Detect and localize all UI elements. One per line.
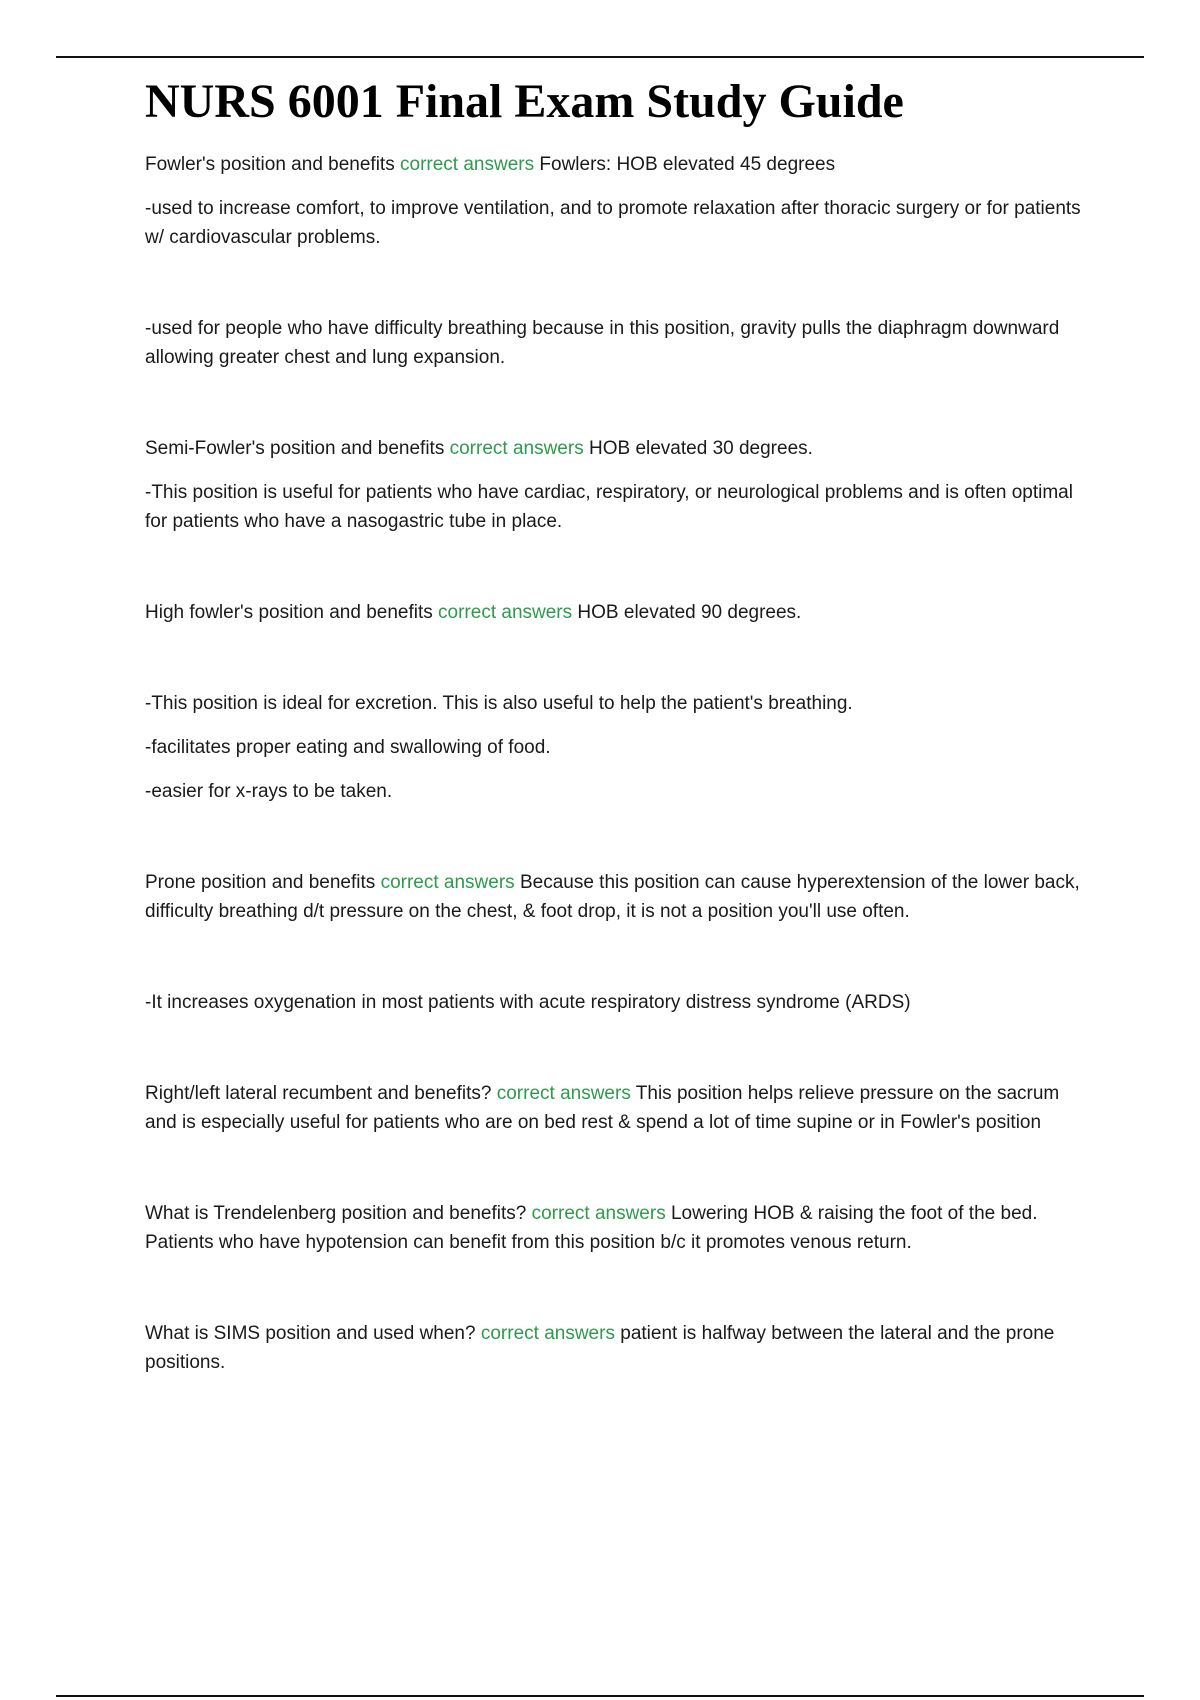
- note-paragraph: -It increases oxygenation in most patients with acute respiratory distress syndrome (ARDS): [145, 992, 911, 1013]
- answer-text: patient is halfway between the lateral and the prone positions.: [145, 1323, 1055, 1373]
- qa-fowlers: [145, 150, 1090, 179]
- qa-trendelenberg: [145, 1199, 1090, 1257]
- question-text: Prone position and benefits: [145, 872, 376, 893]
- qa-lateral-recumbent: [145, 1079, 1090, 1137]
- answer-text: Lowering HOB & raising the foot of the bed. Patients who have hypotension can benefit from this position b/c it promotes venous return.: [145, 1203, 1038, 1253]
- correct-answers-label: correct answers: [400, 154, 535, 175]
- note-paragraph: -used for people who have difficulty breathing because in this position, gravity pulls the diaphragm downward allowing greater chest and lung expansion.: [145, 318, 1060, 368]
- bottom-rule: [56, 1695, 1144, 1697]
- qa-high-fowlers: [145, 598, 1090, 627]
- answer-text: HOB elevated 90 degrees.: [577, 602, 802, 623]
- correct-answers-label: correct answers: [480, 1323, 615, 1344]
- note-paragraph: -facilitates proper eating and swallowing of food.: [145, 737, 551, 758]
- answer-text: This position helps relieve pressure on the sacrum and is especially useful for patients who are on bed rest & spend a lot of time supine or in Fowler's position: [145, 1083, 1060, 1133]
- note-paragraph: -This position is useful for patients who have cardiac, respiratory, or neurological problems and is often optimal for patients who have a nasogastric tube in place.: [145, 482, 1073, 532]
- note-paragraph: -easier for x-rays to be taken.: [145, 781, 393, 802]
- qa-semi-fowlers: [145, 434, 1090, 463]
- correct-answers-label: correct answers: [438, 602, 573, 623]
- qa-sims: [145, 1319, 1090, 1377]
- answer-text: HOB elevated 30 degrees.: [589, 438, 813, 459]
- question-text: What is SIMS position and used when?: [145, 1323, 476, 1344]
- document-page: [145, 70, 1090, 1377]
- answer-text: Fowlers: HOB elevated 45 degrees: [539, 154, 836, 175]
- note-paragraph: -used to increase comfort, to improve ventilation, and to promote relaxation after thoracic surgery or for patients w/ cardiovascular problems.: [145, 198, 1081, 248]
- note-paragraph: -This position is ideal for excretion. This is also useful to help the patient's breathing.: [145, 693, 853, 714]
- correct-answers-label: correct answers: [449, 438, 584, 459]
- answer-text: Because this position can cause hyperextension of the lower back, difficulty breathing d/t pressure on the chest, & foot drop, it is not a position you'll use often.: [145, 872, 1080, 922]
- question-text: Semi-Fowler's position and benefits: [145, 438, 445, 459]
- question-text: Fowler's position and benefits: [145, 154, 395, 175]
- question-text: High fowler's position and benefits: [145, 602, 433, 623]
- correct-answers-label: correct answers: [496, 1083, 631, 1104]
- qa-prone: [145, 868, 1090, 926]
- question-text: What is Trendelenberg position and benefits?: [145, 1203, 527, 1224]
- question-text: Right/left lateral recumbent and benefits?: [145, 1083, 492, 1104]
- document-title: NURS 6001 Final Exam Study Guide: [145, 75, 904, 128]
- correct-answers-label: correct answers: [380, 872, 515, 893]
- correct-answers-label: correct answers: [531, 1203, 666, 1224]
- top-rule: [56, 56, 1144, 58]
